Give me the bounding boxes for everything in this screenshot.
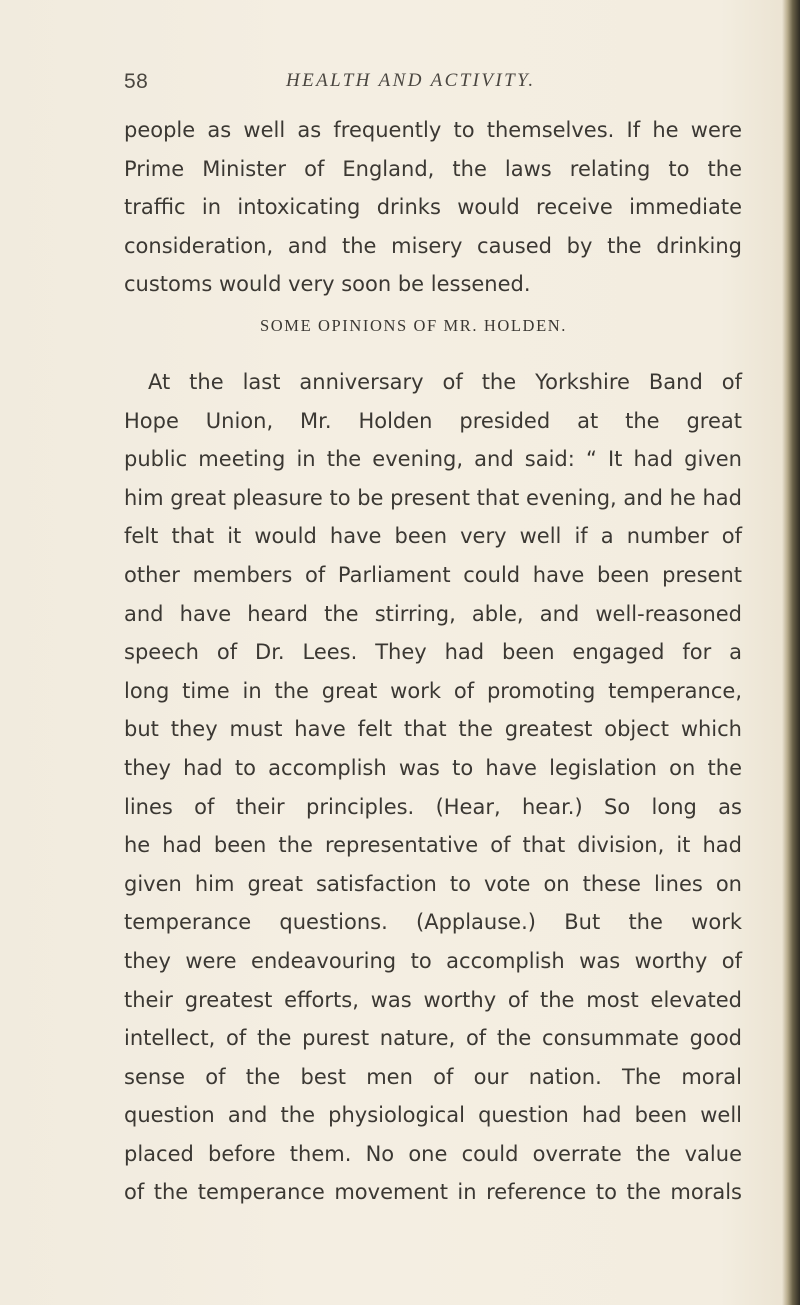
text-line: consideration, and the misery caused by the drinking (124, 233, 742, 258)
text-line: traffic in intoxicating drinks would receive immediate (124, 195, 742, 220)
text-line: but they must have felt that the greatest object which (124, 717, 742, 742)
running-head: HEALTH AND ACTIVITY. (286, 70, 536, 91)
page-number: 58 (124, 70, 149, 93)
text-line: speech of Dr. Lees. They had been engaged for a (124, 640, 742, 665)
text-line: question and the physiological question had been well (124, 1103, 742, 1128)
page-binding-edge (782, 0, 800, 1305)
text-line: he had been the representative of that division, it had (124, 833, 742, 858)
text-line: Prime Minister of England, the laws relating to the (124, 156, 742, 181)
paragraph-1 (124, 111, 742, 304)
text-line: Hope Union, Mr. Holden presided at the great (124, 408, 742, 433)
text-line: and have heard the stirring, able, and well-reasoned (124, 601, 742, 626)
text-line: of the temperance movement in reference to the morals (124, 1180, 742, 1205)
paragraph-2 (124, 363, 742, 1212)
text-line: people as well as frequently to themselves. If he were (124, 118, 742, 142)
text-line: other members of Parliament could have been present (124, 562, 742, 587)
text-line: intellect, of the purest nature, of the consummate good (124, 1026, 742, 1051)
text-line: felt that it would have been very well if a number of (124, 524, 742, 549)
text-line: placed before them. No one could overrate the value (124, 1141, 742, 1166)
section-heading: SOME OPINIONS OF MR. HOLDEN. (260, 316, 567, 335)
text-line: customs would very soon be lessened. (124, 272, 531, 297)
page-header (124, 70, 744, 100)
text-line: they had to accomplish was to have legislation on the (124, 755, 742, 780)
text-line: temperance questions. (Applause.) But the work (124, 910, 742, 935)
text-line: him great pleasure to be present that evening, and he had (124, 485, 742, 510)
text-line: long time in the great work of promoting temperance, (124, 678, 742, 703)
text-line: At the last anniversary of the Yorkshire Band of (148, 370, 742, 394)
text-line: lines of their principles. (Hear, hear.) So long as (124, 794, 742, 819)
text-line: their greatest efforts, was worthy of the most elevated (124, 987, 742, 1012)
text-line: sense of the best men of our nation. The moral (124, 1064, 742, 1089)
text-line: they were endeavouring to accomplish was worthy of (124, 948, 742, 973)
text-line: given him great satisfaction to vote on these lines on (124, 871, 742, 896)
text-line: public meeting in the evening, and said: “ It had given (124, 447, 742, 472)
